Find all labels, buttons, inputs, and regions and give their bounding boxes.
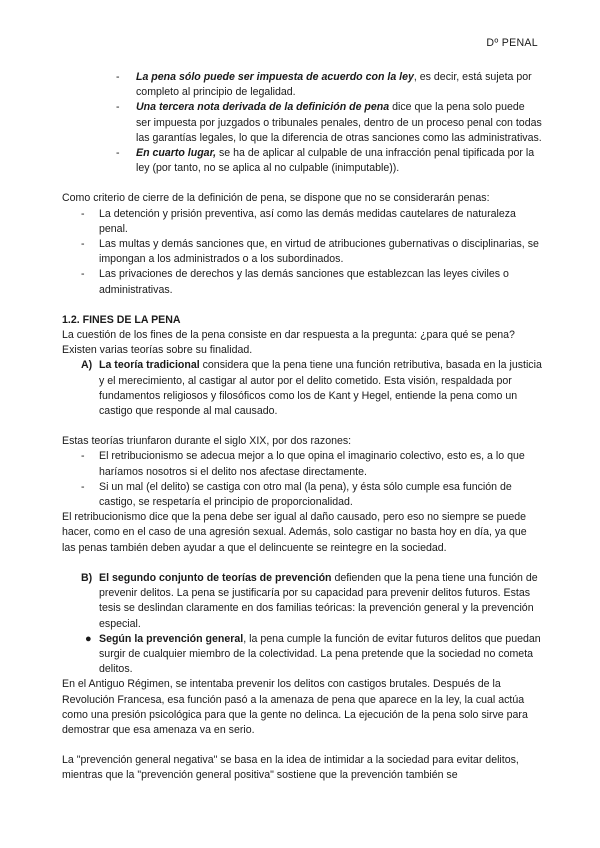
list-item: - Las multas y demás sanciones que, en virtud de atribuciones gubernativas o disciplinarias, se impongan a los administrados o a los subordinados. <box>62 237 542 267</box>
paragraph: El retribucionismo dice que la pena debe ser igual al daño causado, pero eso no siempre se puede hacer, como en el caso de una agresión sexual. Además, solo castigar no basta hoy en día, ya que las penas también deben ayudar a que el delincuente se reintegre en la sociedad. <box>62 511 527 554</box>
bullet-icon: ● <box>85 632 92 645</box>
item-a-marker: A) <box>81 359 93 372</box>
list-item: - Si un mal (el delito) se castiga con otro mal (la pena), y ésta sólo cumple esa función de castigo, se respetaría el principio de proporcionalidad. <box>62 480 542 510</box>
item-a: A) La teoría tradicional considera que la pena tiene una función retributiva, basada en la justicia y el merecimiento, al castigar al autor por el delito cometido. Esta visión, respaldada por fundamentos religiosos y filosóficos como los de Kant y Hegel, entiende la pena como un castigo que responde al mal causado. <box>81 359 542 418</box>
section-title: 1.2. FINES DE LA PENA <box>62 313 181 326</box>
paragraph: En el Antiguo Régimen, se intentaba prevenir los delitos con castigos brutales. Después de la Revolución Francesa, esa función pasó a la amenaza de pena que aparece en la ley, la cual actúa como una presión psicológica para que la gente no delinca. La ejecución de la pena solo sirve para demostrar que esa amenaza va en serio. <box>62 678 528 736</box>
pena-characteristics-list <box>62 70 542 176</box>
paragraph: Como criterio de cierre de la definición de pena, se dispone que no se considerarán penas: <box>62 192 490 205</box>
razones-list <box>62 449 542 510</box>
list-item: - En cuarto lugar, se ha de aplicar al culpable de una infracción penal tipificada por la ley (por tanto, no se aplica al no culpable (inimputable)). <box>62 146 542 176</box>
paragraph: Estas teorías triunfaron durante el siglo XIX, por dos razones: <box>62 435 352 448</box>
list-item: - La detención y prisión preventiva, así como las demás medidas cautelares de naturaleza penal. <box>62 207 542 237</box>
item-b: B) El segundo conjunto de teorías de prevención defienden que la pena tiene una función de prevenir delitos. La pena se justificaría por su capacidad para prevenir delitos futuros. Estas tesis se deslindan claramente en dos familias teóricas: la prevención general y la prevención especial. <box>81 571 538 630</box>
item-b-marker: B) <box>81 571 93 584</box>
list-item: - El retribucionismo se adecua mejor a lo que opina el imaginario colectivo, esto es, a lo que haríamos nosotros si el delito nos afectase directamente. <box>62 449 542 479</box>
paragraph: La "prevención general negativa" se basa en la idea de intimidar a la sociedad para evitar delitos, mientras que la "prevención general positiva" sostiene que la prevención también se <box>62 754 519 782</box>
paragraph: La cuestión de los fines de la pena consiste en dar respuesta a la pregunta: ¿para qué se pena? Existen varias teorías sobre su finalidad. <box>62 329 515 357</box>
bullet-prevencion-general: ● Según la prevención general, la pena cumple la función de evitar futuros delitos que puedan surgir de cualquier miembro de la colectividad. La pena pretende que la sociedad no cometa delitos. <box>85 632 541 676</box>
page-header: Dº PENAL <box>486 37 538 49</box>
list-item: - Las privaciones de derechos y las demás sanciones que establezcan las leyes civiles o administrativas. <box>62 267 542 297</box>
list-item: - La pena sólo puede ser impuesta de acuerdo con la ley, es decir, está sujeta por completo al principio de legalidad. <box>62 70 542 100</box>
list-item: - Una tercera nota derivada de la definición de pena dice que la pena solo puede ser impuesta por juzgados o tribunales penales, dentro de un proceso penal con todas las garantías legales, lo que la diferencia de otras sanciones como las administrativas. <box>62 100 542 146</box>
no-penas-list <box>62 207 542 298</box>
page-content <box>62 70 542 784</box>
